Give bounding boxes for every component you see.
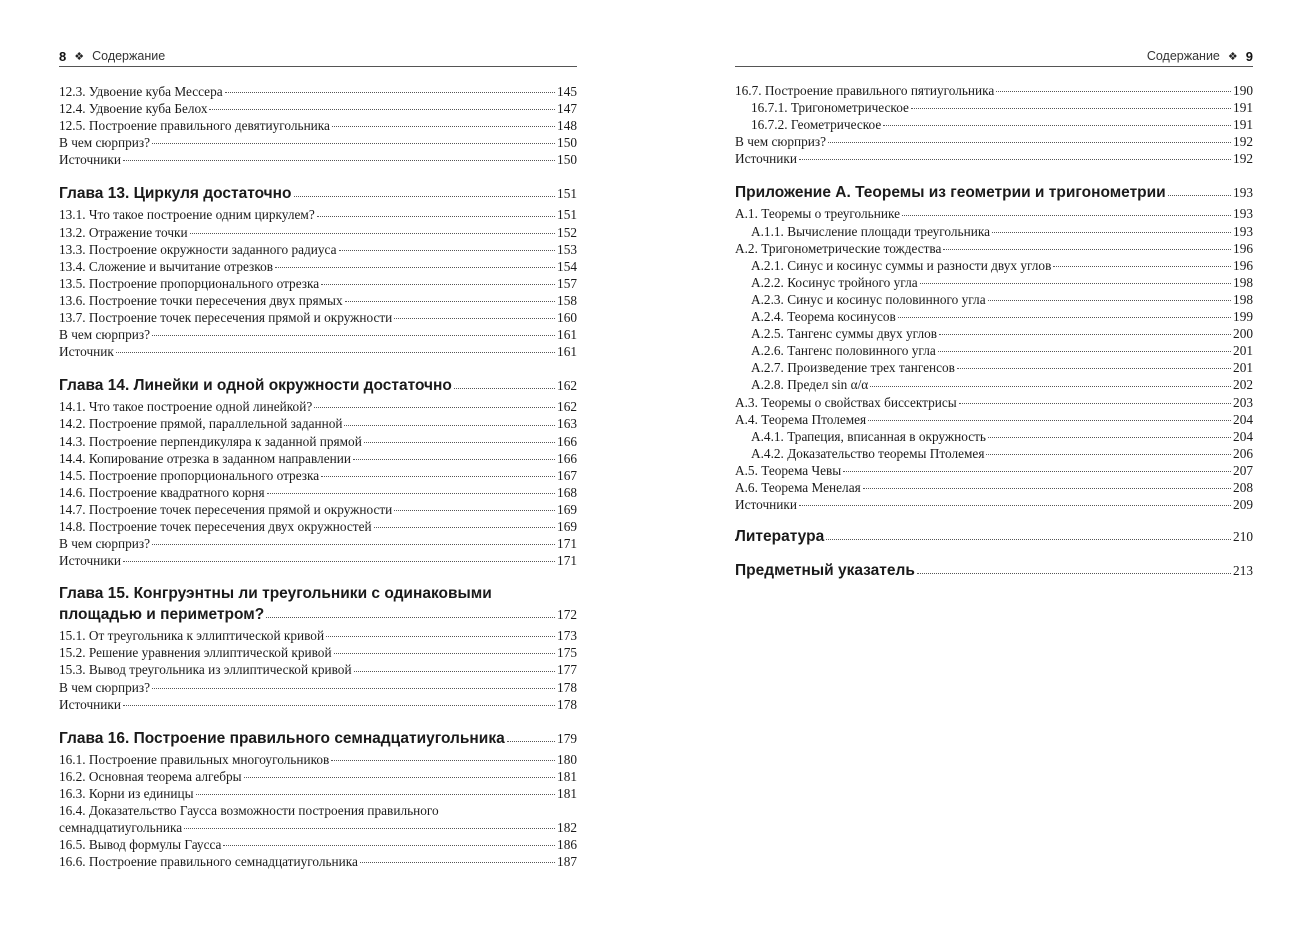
ornament-icon: ❖ — [1227, 50, 1238, 63]
toc-subentry[interactable]: А.2.2. Косинус тройного угла 198 — [751, 274, 1253, 290]
toc-entry[interactable]: В чем сюрприз? 150 — [59, 135, 577, 151]
toc-entry[interactable]: Источник 161 — [59, 344, 577, 360]
toc-entry[interactable]: 13.3. Построение окружности заданного радиуса 153 — [59, 241, 577, 257]
toc-entry[interactable]: 13.4. Сложение и вычитание отрезков 154 — [59, 258, 577, 274]
toc-entry[interactable]: А.1. Теоремы о треугольнике 193 — [735, 206, 1253, 222]
toc-subentry[interactable]: А.2.5. Тангенс суммы двух углов 200 — [751, 326, 1253, 342]
toc-entry[interactable]: А.5. Теорема Чевы 207 — [735, 462, 1253, 478]
toc-entry[interactable]: 16.3. Корни из единицы 181 — [59, 785, 577, 801]
toc-entry[interactable]: Источники 209 — [735, 497, 1253, 513]
toc-subentry[interactable]: А.2.7. Произведение трех тангенсов 201 — [751, 360, 1253, 376]
literature-heading[interactable]: Литература 210 — [735, 528, 1253, 546]
toc-entry[interactable]: Источники 178 — [59, 696, 577, 712]
toc-subentry[interactable]: 16.7.1. Тригонометрическое 191 — [751, 100, 1253, 116]
toc-entry[interactable]: 14.3. Построение перпендикуляра к заданной прямой 166 — [59, 433, 577, 449]
toc-entry[interactable]: 13.6. Построение точки пересечения двух прямых 158 — [59, 292, 577, 308]
toc-subentry[interactable]: 16.7.2. Геометрическое 191 — [751, 117, 1253, 133]
toc-entry[interactable]: 14.5. Построение пропорционального отрезка 167 — [59, 467, 577, 483]
toc-entry[interactable]: 16.1. Построение правильных многоугольников 180 — [59, 751, 577, 767]
toc-entry[interactable]: 14.2. Построение прямой, параллельной заданной 163 — [59, 416, 577, 432]
toc-subentry[interactable]: А.2.8. Предел sin α/α 202 — [751, 377, 1253, 393]
toc-entry[interactable]: 13.5. Построение пропорционального отрезка 157 — [59, 275, 577, 291]
toc-entry[interactable]: 12.4. Удвоение куба Белох 147 — [59, 101, 577, 117]
toc-entry[interactable]: Источники 150 — [59, 152, 577, 168]
index-heading[interactable]: Предметный указатель 213 — [735, 562, 1253, 580]
toc-subentry[interactable]: А.2.6. Тангенс половинного угла 201 — [751, 343, 1253, 359]
toc-entry[interactable]: В чем сюрприз? 171 — [59, 536, 577, 552]
toc-entry[interactable]: 14.6. Построение квадратного корня 168 — [59, 484, 577, 500]
toc-entry[interactable]: 13.1. Что такое построение одним циркулем? 151 — [59, 207, 577, 223]
toc-entry[interactable]: 12.5. Построение правильного девятиугольника 148 — [59, 118, 577, 134]
running-title: Содержание — [92, 49, 166, 63]
toc-entry[interactable]: 14.1. Что такое построение одной линейкой? 162 — [59, 399, 577, 415]
toc-entry[interactable]: 13.7. Построение точек пересечения прямой и окружности 160 — [59, 310, 577, 326]
toc-entry[interactable]: Источники 192 — [735, 151, 1253, 167]
chapter-heading[interactable]: Глава 16. Построение правильного семнадцатиугольника 179 — [59, 729, 577, 747]
toc-entry[interactable]: 15.1. От треугольника к эллиптической кривой 173 — [59, 628, 577, 644]
toc-subentry[interactable]: А.1.1. Вычисление площади треугольника 193 — [751, 223, 1253, 239]
toc-entry[interactable]: 14.4. Копирование отрезка в заданном направлении 166 — [59, 450, 577, 466]
toc-entry[interactable]: 14.8. Построение точек пересечения двух окружностей 169 — [59, 518, 577, 534]
toc-entry-line: семнадцатиугольника 182 — [59, 820, 577, 836]
chapter-heading[interactable]: Глава 14. Линейки и одной окружности достаточно 162 — [59, 377, 577, 395]
toc-subentry[interactable]: А.4.2. Доказательство теоремы Птолемея 206 — [751, 445, 1253, 461]
toc-entry[interactable]: 16.2. Основная теорема алгебры 181 — [59, 768, 577, 784]
toc-entry[interactable]: 16.5. Вывод формулы Гаусса 186 — [59, 837, 577, 853]
toc-entry[interactable]: А.3. Теоремы о свойствах биссектрисы 203 — [735, 394, 1253, 410]
appendix-heading[interactable]: Приложение А. Теоремы из геометрии и тригонометрии 193 — [735, 184, 1253, 202]
toc-entry[interactable]: В чем сюрприз? 161 — [59, 327, 577, 343]
running-head-left — [59, 46, 577, 67]
toc-entry[interactable]: Источники 171 — [59, 553, 577, 569]
toc-entry[interactable]: 13.2. Отражение точки 152 — [59, 224, 577, 240]
toc-entry[interactable] — [59, 802, 577, 836]
toc-entry[interactable]: 15.3. Вывод треугольника из эллиптической кривой 177 — [59, 662, 577, 678]
page-number: 9 — [1245, 48, 1253, 64]
toc-entry[interactable]: В чем сюрприз? 178 — [59, 679, 577, 695]
toc-entry[interactable]: 12.3. Удвоение куба Мессера 145 — [59, 84, 577, 99]
toc-entry[interactable]: 16.7. Построение правильного пятиугольника 190 — [735, 83, 1253, 98]
toc-subentry[interactable]: А.2.4. Теорема косинусов 199 — [751, 309, 1253, 325]
chapter-title-line: площадью и периметром? 172 — [59, 606, 577, 624]
toc-subentry[interactable]: А.2.1. Синус и косинус суммы и разности двух углов 196 — [751, 257, 1253, 273]
chapter-title-line: Глава 15. Конгруэнтны ли треугольники с одинаковыми — [59, 585, 492, 603]
toc-subentry[interactable]: А.4.1. Трапеция, вписанная в окружность 204 — [751, 428, 1253, 444]
toc-entry[interactable]: А.6. Теорема Менелая 208 — [735, 479, 1253, 495]
toc-entry[interactable]: 16.6. Построение правильного семнадцатиугольника 187 — [59, 854, 577, 870]
toc-right — [735, 82, 1253, 581]
chapter-heading[interactable] — [59, 583, 577, 625]
toc-subentry[interactable]: А.2.3. Синус и косинус половинного угла 198 — [751, 291, 1253, 307]
toc-group-top — [59, 83, 577, 168]
toc-entry[interactable]: А.2. Тригонометрические тождества 196 — [735, 240, 1253, 256]
toc-entry[interactable]: 15.2. Решение уравнения эллиптической кривой 175 — [59, 645, 577, 661]
toc-entry[interactable]: А.4. Теорема Птолемея 204 — [735, 411, 1253, 427]
toc-entry[interactable]: В чем сюрприз? 192 — [735, 134, 1253, 150]
running-title: Содержание — [1146, 49, 1220, 63]
toc-entry-line: 16.4. Доказательство Гаусса возможности построения правильного — [59, 803, 439, 818]
chapter-heading[interactable]: Глава 13. Циркуля достаточно 151 — [59, 185, 577, 203]
page-number: 8 — [59, 48, 67, 64]
toc-entry[interactable]: 14.7. Построение точек пересечения прямой и окружности 169 — [59, 501, 577, 517]
running-head-right — [735, 46, 1253, 67]
toc-left — [59, 83, 577, 870]
ornament-icon: ❖ — [74, 50, 85, 63]
